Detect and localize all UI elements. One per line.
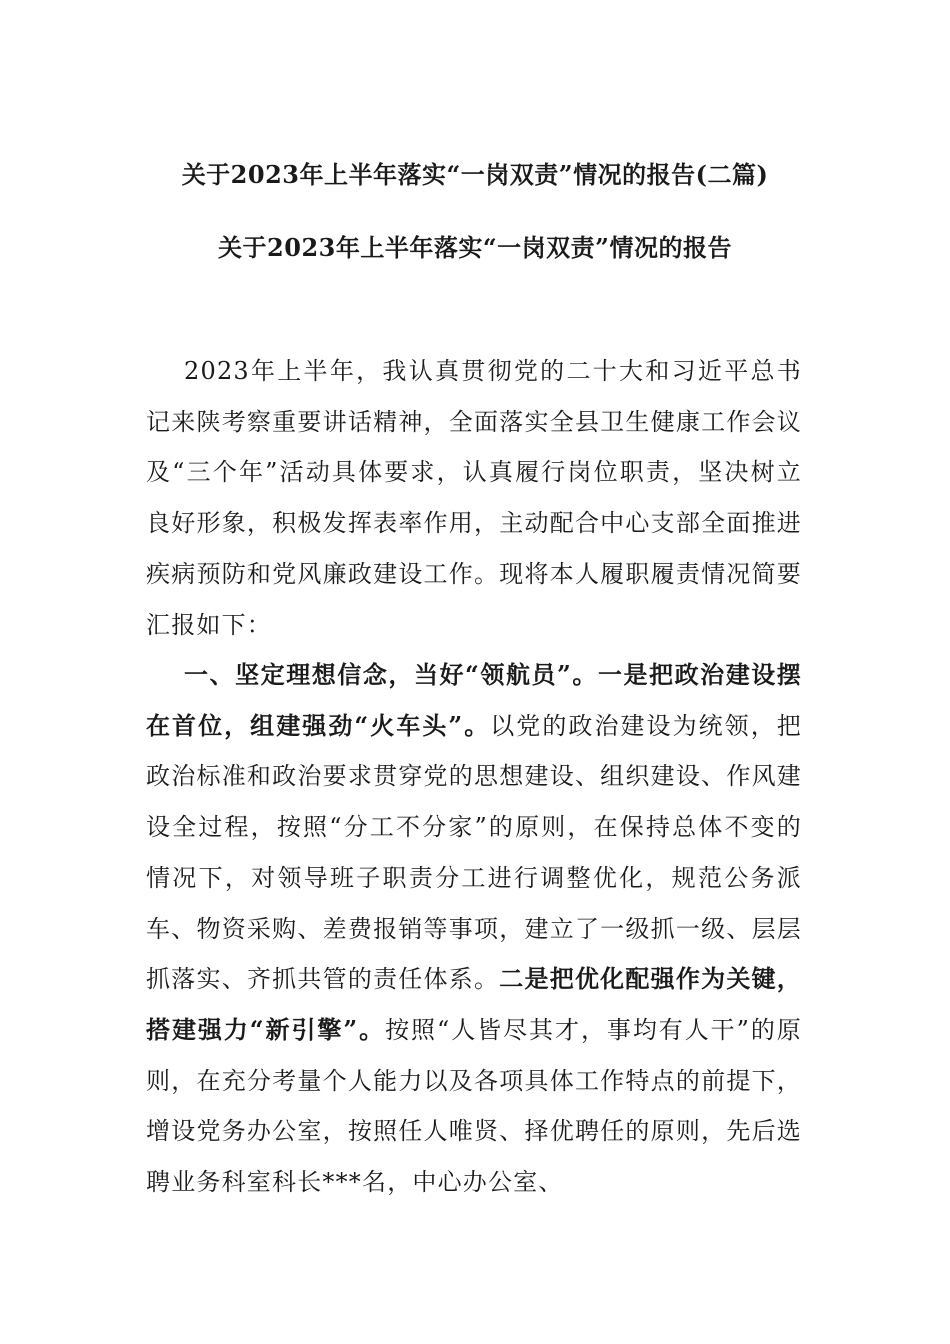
point-one-heading: 一是把政治建设摆在首位，组建强劲“火车头”。	[146, 660, 802, 740]
point-two-text: 按照“人皆尽其才，事均有人干”的原则，在充分考量个人能力以及各项具体工作特点的前提下，增设党务办公室，按照任人唯贤、择优聘任的原则，先后选聘业务科室科长***名，中心办公室、	[146, 1015, 802, 1197]
intro-paragraph: 2023年上半年，我认真贯彻党的二十大和习近平总书记来陕考察重要讲话精神，全面落实全县卫生健康工作会议及“三个年”活动具体要求，认真履行岗位职责，坚决树立良好形象，积极发挥表率作用，主动配合中心支部全面推进疾病预防和党风廉政建设工作。现将本人履职履责情况简要汇报如下：	[146, 357, 802, 639]
document-subtitle: 关于2023年上半年落实“一岗双责”情况的报告	[218, 233, 732, 262]
section-one-heading: 一、坚定理想信念，当好“领航员”。	[184, 660, 598, 689]
section-one-paragraph	[146, 650, 802, 1208]
point-two-heading: 二是把优化配强作为关键，搭建强力“新引擎”。	[146, 964, 802, 1044]
document-title: 关于2023年上半年落实“一岗双责”情况的报告(二篇)	[181, 160, 769, 189]
point-one-text: 以党的政治建设为统领，把政治标准和政治要求贯穿党的思想建设、组织建设、作风建设全过程，按照“分工不分家”的原则，在保持总体不变的情况下，对领导班子职责分工进行调整优化，规范公务派车、物资采购、差费报销等事项，建立了一级抓一级、层层抓落实、齐抓共管的责任体系。	[146, 711, 802, 994]
